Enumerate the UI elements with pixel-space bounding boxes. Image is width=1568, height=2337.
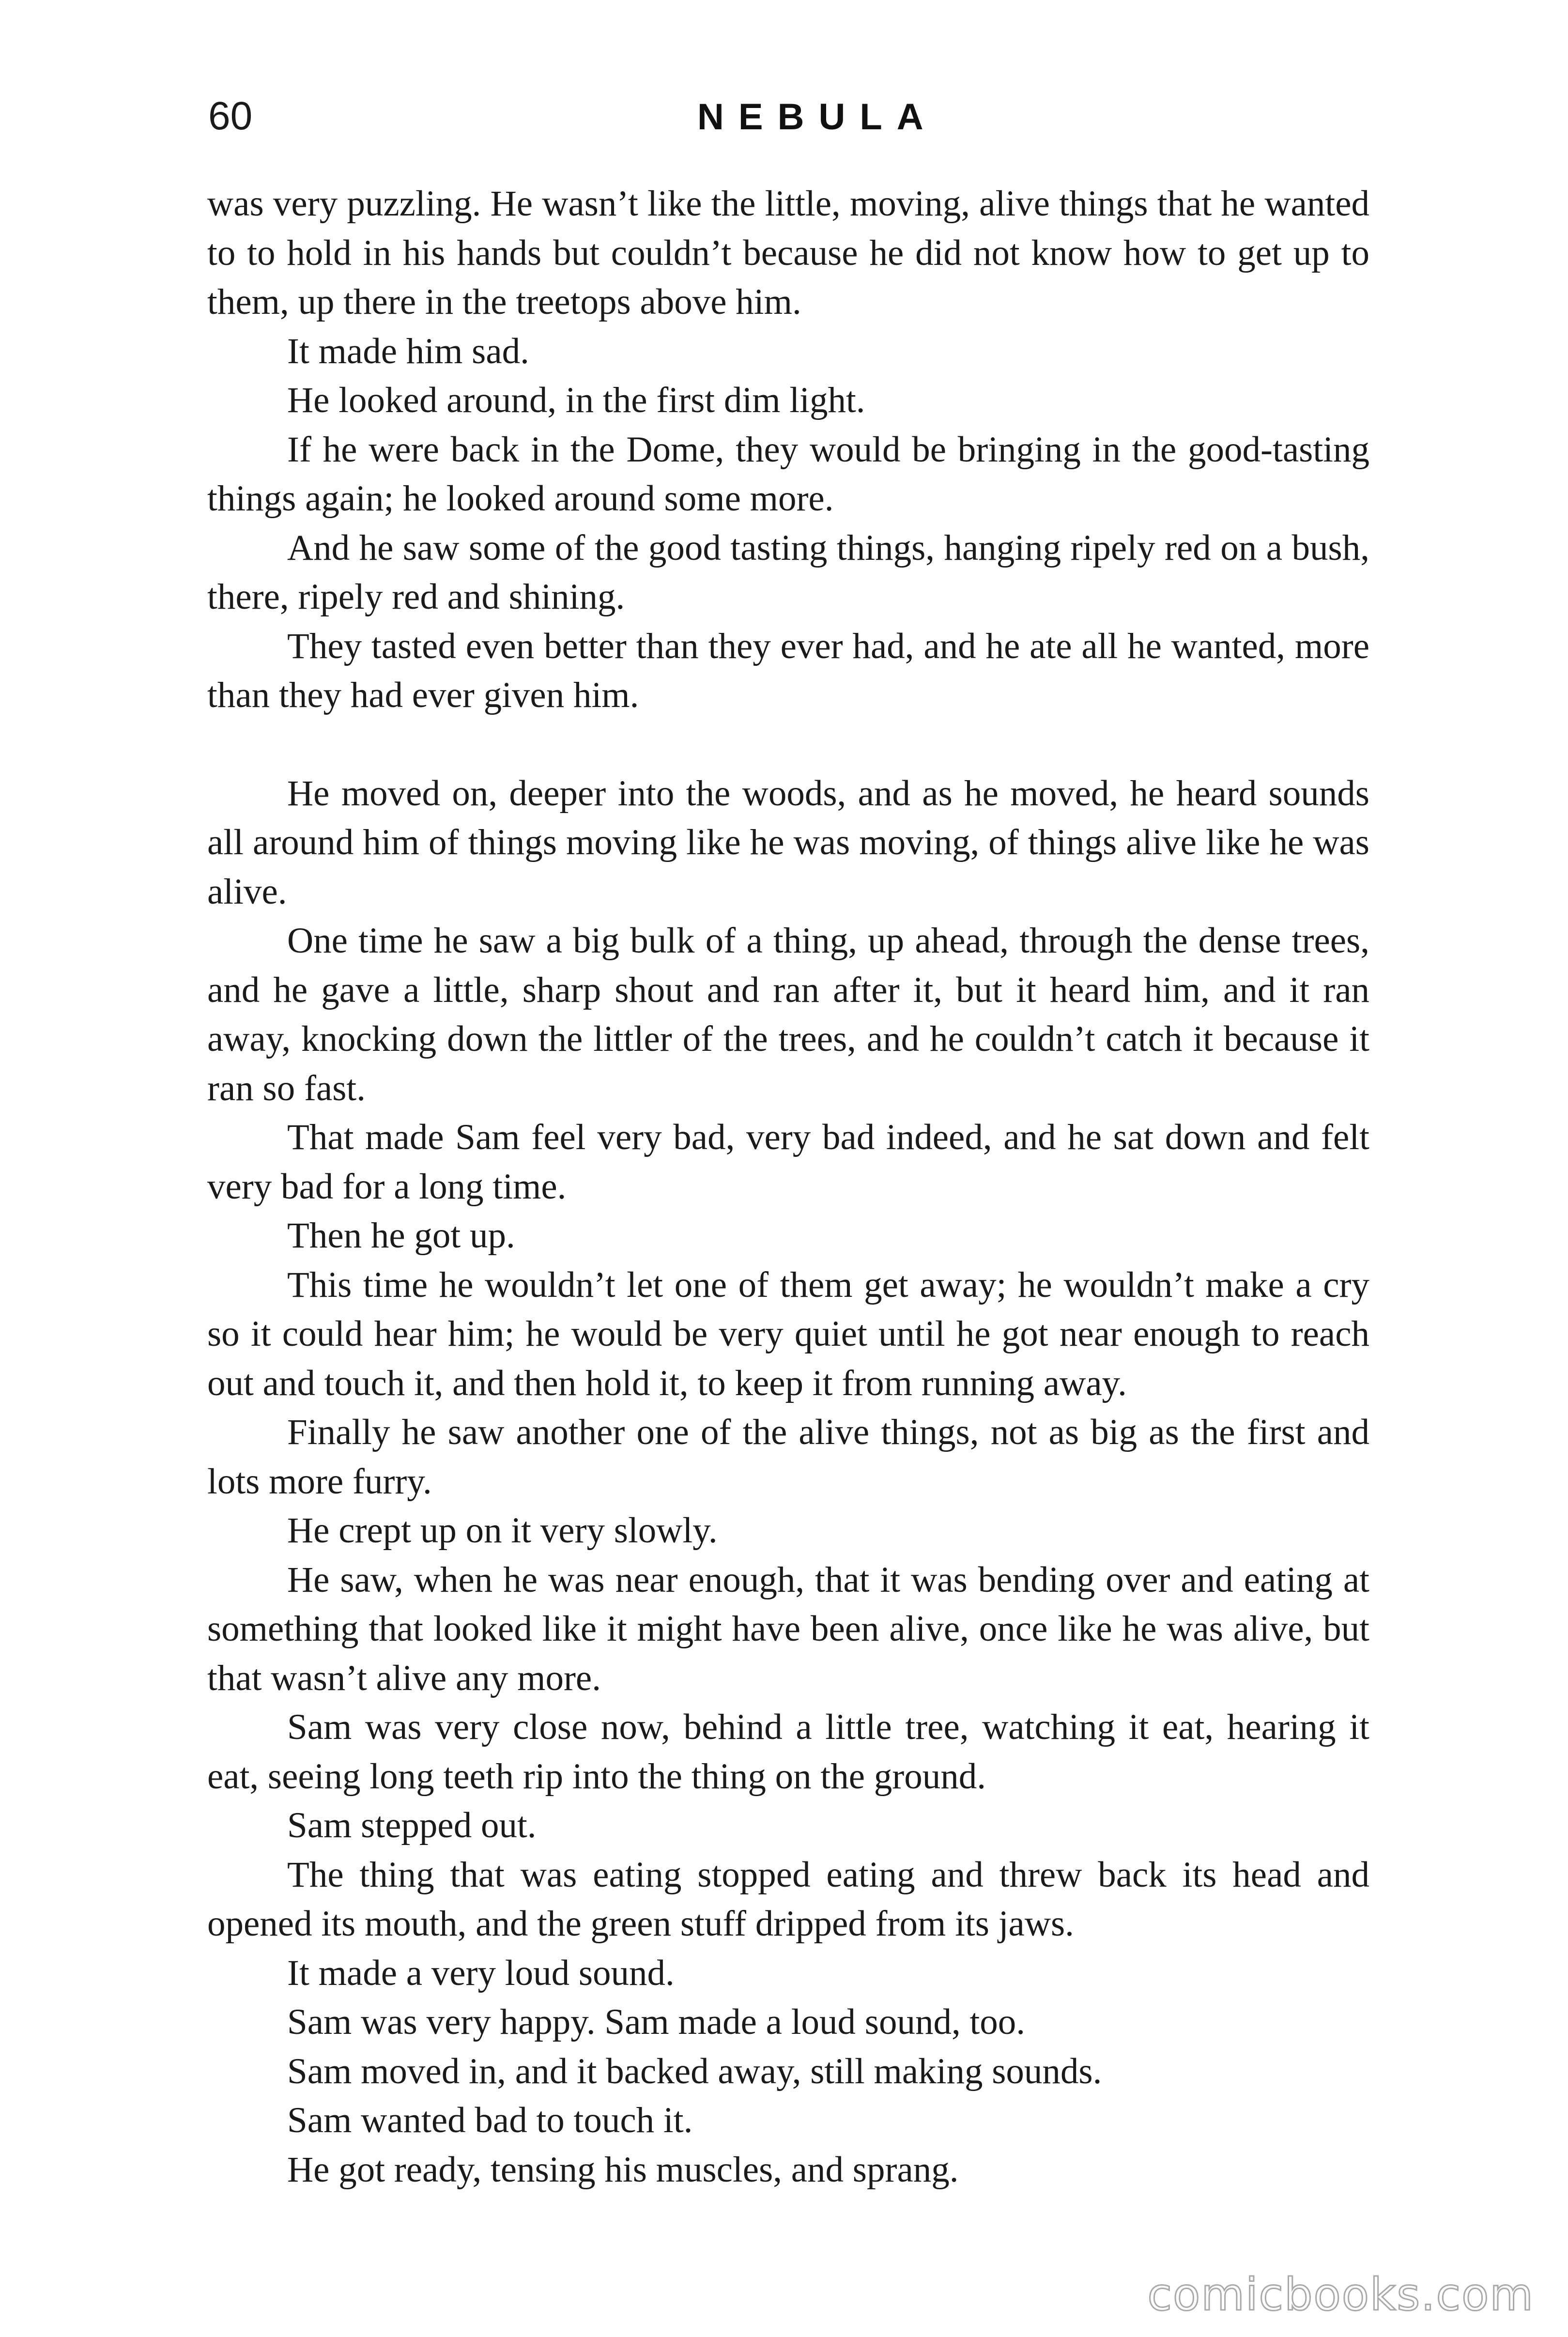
- paragraph: They tasted even better than they ever had, and he ate all he wanted, more than they had ever given him.: [207, 626, 1369, 715]
- watermark-logo: comicbooks.com: [1147, 2269, 1534, 2321]
- paragraph: Finally he saw another one of the alive things, not as big as the first and lots more furry.: [207, 1412, 1369, 1502]
- paragraph: The thing that was eating stopped eating and threw back its head and opened its mouth, and the green stuff dripped from its jaws.: [207, 1854, 1369, 1944]
- paragraph: He got ready, tensing his muscles, and sprang.: [287, 2149, 959, 2190]
- page-header: [208, 92, 1370, 150]
- paragraph: He looked around, in the first dim light.: [287, 380, 865, 420]
- paragraph: This time he wouldn’t let one of them get away; he wouldn’t make a cry so it could hear him; he would be very quiet until he got near enough to reach out and touch it, and then hold it, to keep it from running away.: [207, 1264, 1369, 1403]
- paragraph: was very puzzling. He wasn’t like the little, moving, alive things that he wanted to to hold in his hands but couldn’t because he did not know how to get up to them, up there in the treetops above him.: [207, 184, 1369, 322]
- paragraph: Then he got up.: [287, 1215, 515, 1256]
- paragraph: One time he saw a big bulk of a thing, up ahead, through the dense trees, and he gave a little, sharp shout and ran after it, but it heard him, and it ran away, knocking down the littler of the trees, and he couldn’t catch it because it ran so fast.: [207, 921, 1369, 1108]
- paragraph: And he saw some of the good tasting things, hanging ripely red on a bush, there, ripely red and shining.: [207, 527, 1369, 617]
- page-number: 60: [208, 94, 253, 138]
- paragraph: Sam wanted bad to touch it.: [287, 2100, 693, 2140]
- paragraph: Sam was very close now, behind a little tree, watching it eat, hearing it eat, seeing long teeth rip into the thing on the ground.: [207, 1707, 1369, 1797]
- paragraph: Sam stepped out.: [287, 1805, 537, 1845]
- paragraph: Sam moved in, and it backed away, still making sounds.: [287, 2051, 1102, 2091]
- paragraph: If he were back in the Dome, they would be bringing in the good-tasting things again; he looked around some more.: [207, 429, 1369, 519]
- paragraph: It made a very loud sound.: [287, 1953, 675, 1993]
- running-head-title: NEBULA: [697, 96, 938, 138]
- body-text: [207, 179, 1369, 2194]
- paragraph: He crept up on it very slowly.: [287, 1510, 718, 1551]
- paragraph: That made Sam feel very bad, very bad indeed, and he sat down and felt very bad for a long time.: [207, 1117, 1369, 1207]
- paragraph: He saw, when he was near enough, that it was bending over and eating at something that looked like it might have been alive, once like he was alive, but that wasn’t alive any more.: [207, 1559, 1369, 1698]
- paragraph: It made him sad.: [287, 331, 529, 371]
- section-break: [207, 720, 1369, 769]
- paragraph: He moved on, deeper into the woods, and as he moved, he heard sounds all around him of things moving like he was moving, of things alive like he was alive.: [207, 773, 1369, 912]
- paragraph: Sam was very happy. Sam made a loud sound, too.: [287, 2002, 1026, 2042]
